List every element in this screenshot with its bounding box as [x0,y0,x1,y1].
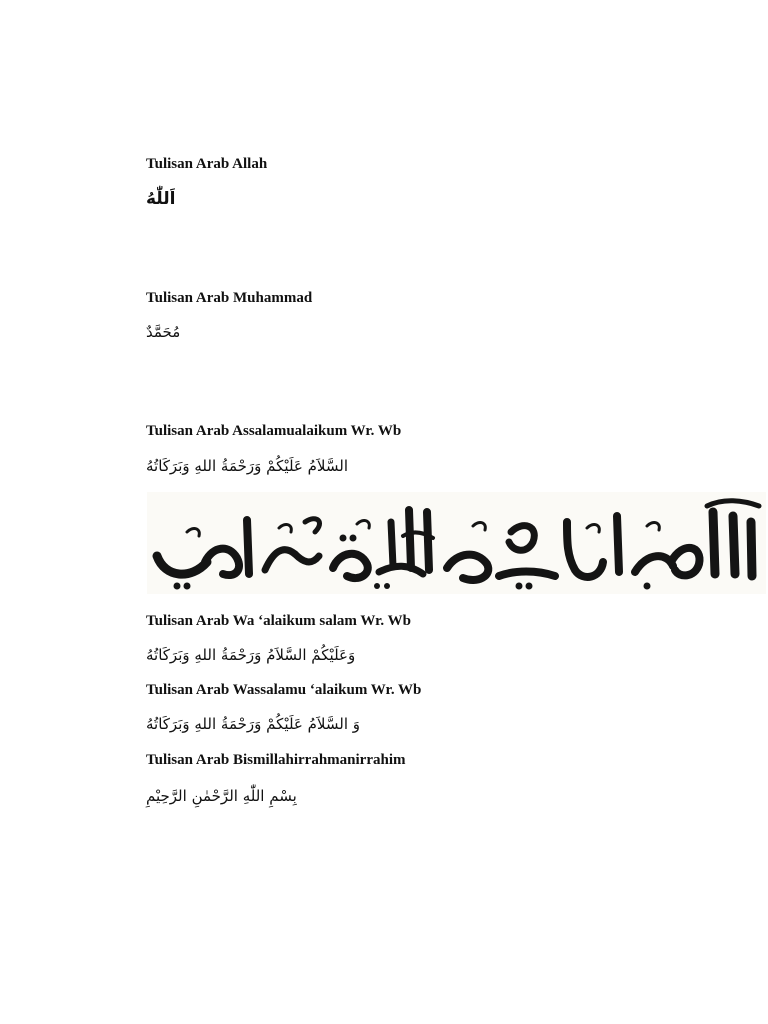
heading-assalamualaikum: Tulisan Arab Assalamualaikum Wr. Wb [146,423,402,439]
arabic-allah: اَللّٰهُ [146,189,176,209]
arabic-muhammad: مُحَمَّدٌ [146,323,181,341]
arabic-bismillah: بِسْمِ اللّٰهِ الرَّحْمٰنِ الرَّحِيْمِ [146,787,297,805]
arabic-wassalamu-alaikum: وَ السَّلاَمُ عَلَيْكُمْ وَرَحْمَةُ اللهِ وَبَرَكَاتُهُ [146,715,360,733]
heading-wa-alaikum-salam: Tulisan Arab Wa ‘alaikum salam Wr. Wb [146,613,411,629]
heading-muhammad: Tulisan Arab Muhammad [146,290,313,306]
heading-bismillah: Tulisan Arab Bismillahirrahmanirrahim [146,752,406,768]
calligraphy-drawing [147,492,766,594]
arabic-assalamualaikum: السَّلاَمُ عَلَيْكُمْ وَرَحْمَةُ اللهِ وَبَرَكَاتُهُ [146,457,348,475]
arabic-wa-alaikum-salam: وَعَلَيْكُمْ السَّلاَمُ وَرَحْمَةُ اللهِ وَبَرَكَاتُهُ [146,646,356,664]
heading-allah: Tulisan Arab Allah [146,156,268,172]
calligraphy-image [147,492,766,594]
heading-wassalamu-alaikum: Tulisan Arab Wassalamu ‘alaikum Wr. Wb [146,682,422,698]
